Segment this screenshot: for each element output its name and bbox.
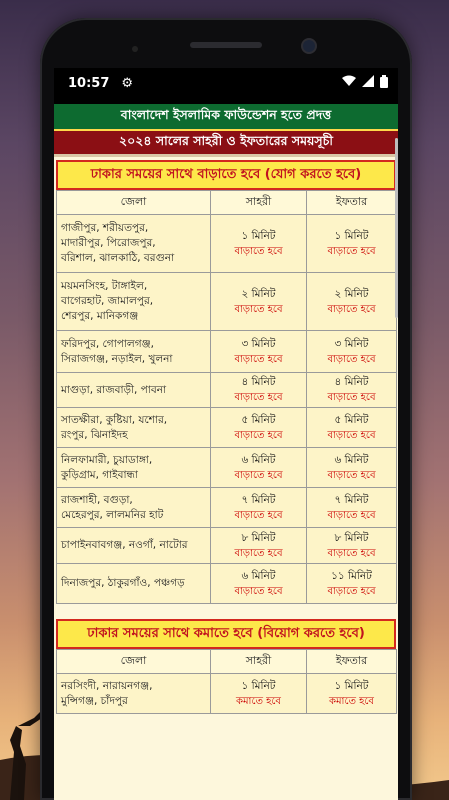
district-line: মাগুড়া, রাজবাড়ী, পাবনা — [61, 383, 167, 396]
adjust-note: বাড়াতে হবে — [234, 469, 283, 481]
sehri-cell — [211, 564, 307, 604]
iftar-cell — [307, 273, 397, 331]
district-cell — [57, 448, 211, 488]
district-cell — [57, 373, 211, 408]
district-line: সাতক্ষীরা, কুষ্টিয়া, যশোর, — [61, 413, 168, 426]
sehri-minutes: ৫ মিনিট — [241, 413, 276, 426]
district-line: দিনাজপুর, ঠাকুরগাঁও, পঞ্চগড় — [61, 577, 185, 589]
sehri-cell — [211, 528, 307, 564]
column-header-iftar: ইফতার — [307, 191, 397, 215]
table-row — [57, 331, 397, 373]
sehri-cell — [211, 488, 307, 528]
district-line: বরিশাল, ঝালকাঠি, বরগুনা — [61, 252, 175, 264]
adjust-note: কমাতে হবে — [329, 695, 374, 707]
status-time: 10:57 — [68, 75, 110, 91]
add-time-table — [56, 190, 397, 604]
iftar-minutes: ৩ মিনিট — [334, 337, 369, 350]
adjust-note: বাড়াতে হবে — [327, 245, 376, 257]
adjust-note: কমাতে হবে — [236, 695, 281, 707]
battery-icon — [380, 75, 388, 92]
table-row — [57, 564, 397, 604]
district-line: ফরিদপুর, গোপালগঞ্জ, — [61, 337, 154, 350]
settings-gear-icon: ⚙ — [121, 75, 134, 91]
proximity-sensor — [132, 46, 138, 52]
district-cell — [57, 528, 211, 564]
district-line: শেরপুর, মানিকগঞ্জ — [61, 310, 139, 322]
sehri-cell — [211, 331, 307, 373]
sub-section-title: ঢাকার সময়ের সাথে কমাতে হবে (বিয়োগ করতে হবে) — [56, 619, 396, 649]
adjust-note: বাড়াতে হবে — [234, 429, 283, 441]
iftar-minutes: ৬ মিনিট — [334, 453, 369, 466]
iftar-minutes: ২ মিনিট — [334, 287, 369, 300]
iftar-cell — [307, 564, 397, 604]
iftar-cell — [307, 528, 397, 564]
sehri-cell — [211, 273, 307, 331]
column-header-iftar: ইফতার — [307, 650, 397, 674]
iftar-minutes: ৪ মিনিট — [334, 376, 369, 388]
column-header-district: জেলা — [57, 650, 211, 674]
district-cell — [57, 273, 211, 331]
scrollbar[interactable] — [395, 138, 398, 318]
table-row — [57, 408, 397, 448]
sehri-cell — [211, 215, 307, 273]
front-camera — [303, 40, 315, 52]
district-line: চাপাইনবাবগঞ্জ, নওগাঁ, নাটোর — [61, 539, 188, 551]
district-cell — [57, 408, 211, 448]
status-bar — [54, 68, 398, 98]
sehri-cell — [211, 448, 307, 488]
sehri-minutes: ৬ মিনিট — [241, 453, 276, 466]
table-row — [57, 528, 397, 564]
adjust-note: বাড়াতে হবে — [234, 353, 283, 365]
table-row — [57, 488, 397, 528]
subtract-time-table — [56, 649, 397, 714]
title-banner: ২০২৪ সালের সাহরী ও ইফতারের সময়সূচী — [54, 131, 398, 157]
column-header-sehri: সাহরী — [211, 191, 307, 215]
sehri-cell — [211, 408, 307, 448]
district-line: মাদারীপুর, পিরোজপুর, — [61, 237, 156, 249]
district-line: বাগেরহাট, জামালপুর, — [61, 295, 154, 307]
sehri-cell — [211, 674, 307, 714]
district-line: কুড়িগ্রাম, গাইবান্ধা — [61, 468, 138, 481]
iftar-cell — [307, 215, 397, 273]
schedule-content — [54, 104, 398, 800]
adjust-note: বাড়াতে হবে — [234, 245, 283, 257]
district-line: রাজশাহী, বগুড়া, — [61, 493, 133, 506]
district-line: নিলফামারী, চুয়াডাঙ্গা, — [61, 453, 153, 466]
district-line: রংপুর, ঝিনাইদহ — [61, 428, 128, 441]
wifi-icon — [342, 75, 356, 91]
adjust-note: বাড়াতে হবে — [327, 585, 376, 597]
district-line: নরসিংদী, নারায়নগঞ্জ, — [61, 679, 153, 692]
iftar-cell — [307, 331, 397, 373]
table-row — [57, 674, 397, 714]
phone-screen — [54, 68, 398, 800]
district-line: মুন্সিগঞ্জ, চাঁদপুর — [61, 694, 128, 707]
iftar-minutes: ১ মিনিট — [334, 679, 369, 692]
adjust-note: বাড়াতে হবে — [234, 392, 283, 403]
sehri-minutes: ২ মিনিট — [241, 287, 276, 300]
iftar-cell — [307, 408, 397, 448]
adjust-note: বাড়াতে হবে — [327, 353, 376, 365]
district-cell — [57, 674, 211, 714]
adjust-note: বাড়াতে হবে — [327, 469, 376, 481]
iftar-minutes: ৮ মিনিট — [334, 531, 369, 544]
iftar-minutes: ৭ মিনিট — [334, 493, 369, 506]
adjust-note: বাড়াতে হবে — [327, 303, 376, 315]
district-line: ময়মনসিংহ, টাঙ্গাইল, — [61, 280, 148, 292]
district-cell — [57, 331, 211, 373]
column-header-district: জেলা — [57, 191, 211, 215]
adjust-note: বাড়াতে হবে — [234, 303, 283, 315]
table-row — [57, 215, 397, 273]
iftar-minutes: ১১ মিনিট — [331, 569, 372, 582]
sehri-cell — [211, 373, 307, 408]
earpiece-speaker — [190, 42, 262, 48]
district-cell — [57, 488, 211, 528]
sehri-minutes: ৮ মিনিট — [241, 531, 276, 544]
iftar-cell — [307, 488, 397, 528]
adjust-note: বাড়াতে হবে — [234, 585, 283, 597]
signal-icon — [362, 75, 374, 91]
district-line: মেহেরপুর, লালমনির হাট — [61, 508, 164, 521]
iftar-minutes: ৫ মিনিট — [334, 413, 369, 426]
sehri-minutes: ১ মিনিট — [241, 679, 276, 692]
add-section-title: ঢাকার সময়ের সাথে বাড়াতে হবে (যোগ করতে হবে) — [56, 160, 396, 190]
adjust-note: বাড়াতে হবে — [327, 392, 376, 403]
table-row — [57, 273, 397, 331]
table-row — [57, 448, 397, 488]
sehri-minutes: ১ মিনিট — [241, 229, 276, 242]
district-cell — [57, 215, 211, 273]
iftar-cell — [307, 373, 397, 408]
adjust-note: বাড়াতে হবে — [327, 429, 376, 441]
adjust-note: বাড়াতে হবে — [234, 547, 283, 559]
adjust-note: বাড়াতে হবে — [327, 547, 376, 559]
district-line: সিরাজগঞ্জ, নড়াইল, খুলনা — [61, 352, 173, 365]
table-row — [57, 373, 397, 408]
district-cell — [57, 564, 211, 604]
adjust-note: বাড়াতে হবে — [234, 509, 283, 521]
adjust-note: বাড়াতে হবে — [327, 509, 376, 521]
column-header-sehri: সাহরী — [211, 650, 307, 674]
sehri-minutes: ৬ মিনিট — [241, 569, 276, 582]
sehri-minutes: ৭ মিনিট — [241, 493, 276, 506]
sehri-minutes: ৩ মিনিট — [241, 337, 276, 350]
district-line: গাজীপুর, শরীয়তপুর, — [61, 222, 149, 234]
sehri-minutes: ৪ মিনিট — [241, 376, 276, 388]
source-banner: বাংলাদেশ ইসলামিক ফাউন্ডেশন হতে প্রদত্ত — [54, 104, 398, 131]
iftar-cell — [307, 448, 397, 488]
iftar-minutes: ১ মিনিট — [334, 229, 369, 242]
iftar-cell — [307, 674, 397, 714]
